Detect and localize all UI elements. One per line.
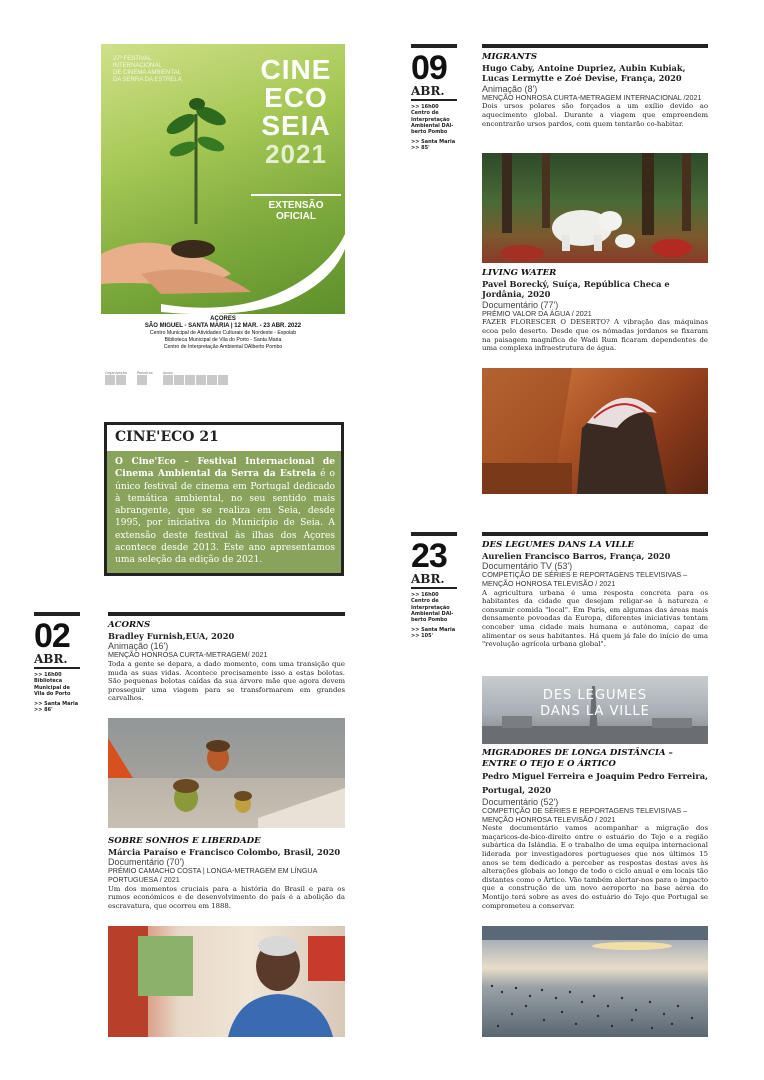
- festival-poster: [101, 44, 345, 388]
- cineeco-description: O Cine'Eco – Festival Internacional de Cinema Ambiental da Serra da Estrela é o único festival de cinema em Portugal dedicado à temática ambiental, no seu sentido mais abrangente, que se realiza em Seia, desde 1995, por iniciativa do Município de Seia. A extensão deste festival às ilhas dos Açores acontece desde 2013. Este ano apresentamos uma seleção da edição de 2021.: [107, 451, 341, 573]
- film-living-water: [482, 268, 708, 353]
- film-directors: Aurelien Francisco Barros, França, 2020: [482, 551, 671, 561]
- film-title: SOBRE SONHOS E LIBERDADE: [108, 836, 261, 846]
- acorns-still-image: [108, 718, 345, 828]
- film-genre: Animação (16'): [108, 641, 169, 652]
- migrants-still-image: [482, 153, 708, 263]
- film-synopsis: Toda a gente se depara, a dado momento, com uma transição que muda as suas vidas. Acontece precisamente isso a estas bolotas. São pequenas bolotas caídas da sua árvore mãe que agora devem prosseguir uma viagem para se transformarem em grandes carvalhos.: [108, 660, 345, 703]
- film-genre: Animação (8'): [482, 83, 538, 94]
- poster-artwork: [101, 44, 345, 314]
- film-genre: Documentário (77'): [482, 299, 559, 310]
- poster-info: AÇORES SÃO MIGUEL - SANTA MARIA | 12 MAR. - 23 ABR. 2022 Centro Municipal de Atividades Culturais de Nordeste - Expolab Biblioteca Municipal de Vila do Porto - Santa Maria Centro de Interpretação Ambiental DAlberto Pombo: [144, 316, 302, 350]
- poster-festival-name: 27º FESTIVAL INTERNACIONAL DE CINEMA AMBIENTAL DA SERRA DA ESTRELA: [113, 56, 182, 83]
- date-block-02-abr: 02 ABR. >> 16h00 Biblioteca Municipal de Vila do Porto >> Santa Maria >> 86': [34, 612, 80, 713]
- sobre-sonhos-still-image: [108, 926, 345, 1037]
- film-title: MIGRANTS: [482, 52, 538, 62]
- date-block-23-abr: 23 ABR. >> 16h00 Centro de Interpretação Ambiental DAl- berto Pombo >> Santa Maria >> 105': [411, 532, 457, 640]
- film-genre: Documentário (70'): [108, 857, 185, 868]
- film-title: DES LEGUMES DANS LA VILLE: [482, 540, 635, 550]
- film-synopsis: Neste documentário vamos acompanhar a migração dos maçaricos-de-bico-direito entre o estuário do Tejo e a região subártica da Islândia. E o trabalho de uma equipa internacional liderada por investigadores portugueses que nos últimos 15 anos se tem dedicado a perceber as respostas destas aves às alterações globais ao longo de todo o ciclo anual e em locais tão distantes como o Ártico. Vão também alertar-nos para o impacto que a construção de um novo aeroporto na base aérea do Montijo terá sobre as aves do estuário do Tejo que Portugal se comprometeu a conservar.: [482, 824, 708, 910]
- poster-sponsor-logos: Organização Parceiros Apoio: [105, 366, 341, 386]
- film-genre: Documentário (52'): [482, 797, 559, 807]
- film-synopsis: Dois ursos polares são forçados a um exílio devido ao aquecimento global. Durante a viagem que empreendem encontrarão ursos pardos, com quem tentarão co-habitar.: [482, 102, 708, 128]
- film-award: PRÉMIO CAMACHO COSTA | LONGA-METRAGEM EM LÍNGUA PORTUGUESA / 2021: [108, 866, 317, 884]
- film-award: MENÇÃO HONROSA CURTA-METRAGEM/ 2021: [108, 650, 268, 660]
- migradores-still-image: [482, 926, 708, 1037]
- des-legumes-still-image: [482, 676, 708, 744]
- film-title: LIVING WATER: [482, 268, 557, 278]
- film-award: MENÇÃO HONROSA CURTA-METRAGEM INTERNACIONAL /2021: [482, 92, 702, 102]
- film-award: COMPETIÇÃO DE SÉRIES E REPORTAGENS TELEVISIVAS – MENÇÃO HONROSA TELEVISÃO / 2021: [482, 570, 688, 588]
- film-synopsis: Um dos momentos cruciais para a história do Brasil e para os rumos económicos e de desenvolvimento do país é a abolição da escravatura, que ocorreu em 1888.: [108, 884, 345, 910]
- film-award: COMPETIÇÃO DE SÉRIES E REPORTAGENS TELEVISIVAS – MENÇÃO HONROSA TELEVISÃO / 2021: [482, 806, 688, 824]
- film-directors: Bradley Furnish,EUA, 2020: [108, 631, 235, 641]
- film-title: ACORNS: [108, 620, 151, 630]
- des-legumes-image-title: DES LEGUMES DANS LA VILLE: [540, 688, 650, 719]
- film-acorns: [108, 612, 345, 703]
- cineeco-heading: CINE'ECO 21: [107, 425, 341, 451]
- cineeco-info-box: [104, 422, 344, 576]
- poster-title: CINE ECO SEIA 2021: [260, 54, 332, 169]
- film-directors: Márcia Paraíso e Francisco Colombo, Brasil, 2020: [108, 847, 341, 857]
- poster-extension-label: EXTENSÃO OFICIAL: [251, 194, 341, 222]
- film-migrants: [482, 44, 708, 128]
- living-water-still-image: [482, 368, 708, 494]
- film-synopsis: FAZER FLORESCER O DESERTO? A vibração das máquinas ecoa pelo deserto. Desde que os nómadas jordanos se fixaram na paisagem magnífica de Wadi Rum ficaram dependentes de uma complexa infraestrutura de água.: [482, 318, 708, 353]
- film-genre: Documentário TV (53'): [482, 561, 573, 572]
- brush-swoosh-decoration: [161, 224, 345, 314]
- date-block-09-abr: 09 ABR. >> 16h00 Centro de Interpretação Ambiental DAl- berto Pombo >> Santa Maria >> 85': [411, 44, 457, 152]
- film-directors: Pedro Miguel Ferreira e Joaquim Pedro Ferreira, Portugal, 2020: [482, 771, 708, 795]
- film-migradores: [482, 748, 708, 910]
- film-directors: Pavel Borecký, Suíça, República Checa e Jordânia, 2020: [482, 279, 670, 300]
- film-directors: Hugo Caby, Antoine Dupriez, Aubin Kubiak, Lucas Lermytte e Zoé Devise, França, 2020: [482, 63, 686, 84]
- film-synopsis: A agricultura urbana é uma resposta concreta para os habitantes da cidade que desejam religar-se à natureza e consumir comida "local". Em Paris, em algumas das áreas mais densamente povoadas da Europa, diferentes iniciativas tentam conceber uma cidade mais humana e autónoma, capaz de alimentar os seus habitantes. Há quem já fale do início de uma "revolução agrícola urbana global".: [482, 588, 708, 649]
- film-sobre-sonhos: [108, 836, 345, 910]
- film-des-legumes: [482, 532, 708, 649]
- seedling-icon: [161, 94, 231, 224]
- film-award: PRÉMIO VALOR DA ÁGUA / 2021: [482, 308, 592, 318]
- film-title: MIGRADORES DE LONGA DISTÂNCIA – ENTRE O TEJO E O ÁRTICO: [482, 748, 673, 769]
